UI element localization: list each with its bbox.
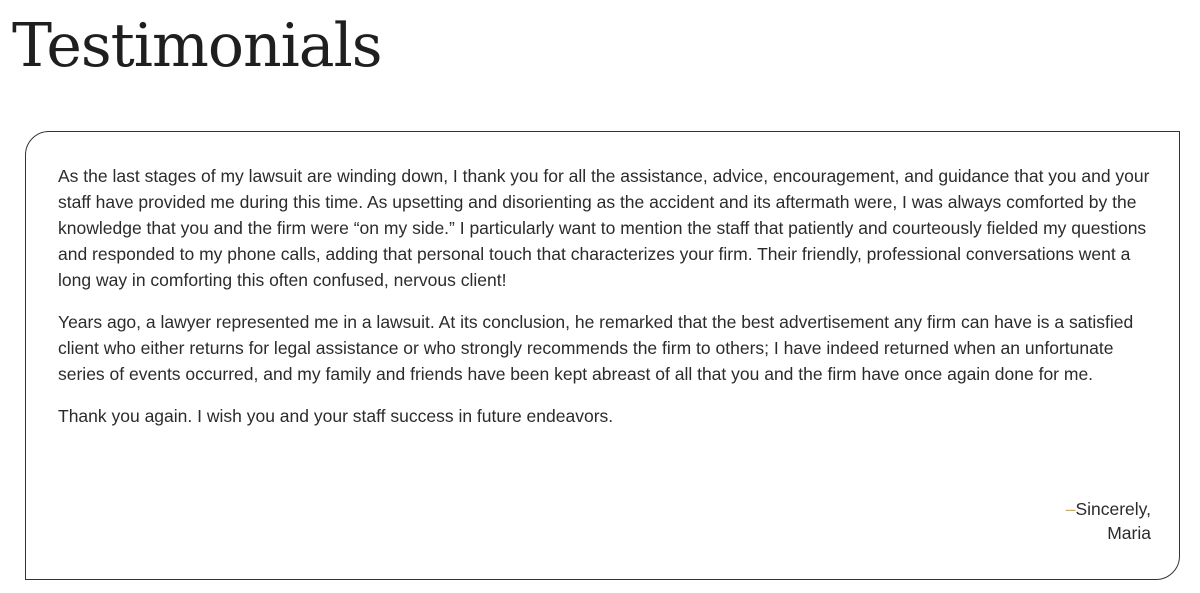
signature-dash: – [1065,499,1076,519]
testimonial-paragraph-1: As the last stages of my lawsuit are winding down, I thank you for all the assistance, advice, encouragement, and guidance that you and your staff have provided me during this time. As upsetting and disorienting as the accident and its aftermath were, I was always comforted by the knowledge that you and the firm were “on my side.” I particularly want to mention the staff that patiently and courteously fielded my questions and responded to my phone calls, adding that personal touch that characterizes your firm. Their friendly, professional conversations went a long way in comforting this often confused, nervous client! [58,166,1150,290]
testimonial-card [25,131,1180,580]
testimonial-body [58,163,1150,445]
page-title: Testimonials [12,11,382,81]
signature-closing: Sincerely, [1075,499,1151,519]
signature [1066,497,1151,545]
testimonial-paragraph-2: Years ago, a lawyer represented me in a lawsuit. At its conclusion, he remarked that the best advertisement any firm can have is a satisfied client who either returns for legal assistance or who strongly recommends the firm to others; I have indeed returned when an unfortunate series of events occurred, and my family and friends have been kept abreast of all that you and the firm have once again done for me. [58,312,1134,384]
signature-name: Maria [1107,523,1151,543]
testimonial-paragraph-3: Thank you again. I wish you and your staff success in future endeavors. [58,406,614,426]
signature-closing-line [1066,497,1151,521]
